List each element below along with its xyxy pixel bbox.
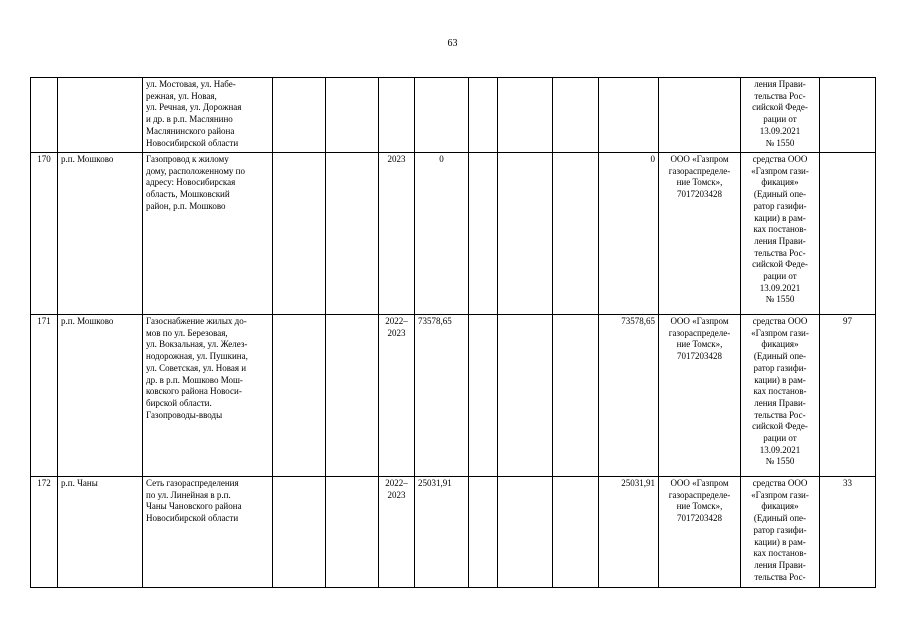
object-description-cell: Сеть газораспределения по ул. Линейная в р.п. Чаны Чановского района Новосибирской области: [143, 477, 273, 588]
row-number: 172: [31, 477, 58, 588]
total-cost-cell: 0: [415, 153, 469, 315]
years-cell: [379, 78, 415, 153]
empty-cell: [469, 153, 498, 315]
table-row: [31, 78, 876, 153]
amount-cell: [599, 78, 659, 153]
years-cell: 2023: [379, 153, 415, 315]
company-cell: [659, 78, 741, 153]
row-number: 170: [31, 153, 58, 315]
empty-cell: [498, 315, 553, 477]
empty-cell: [469, 477, 498, 588]
table-row: [31, 153, 876, 315]
row-number: 171: [31, 315, 58, 477]
total-cost-cell: 25031,91: [415, 477, 469, 588]
object-description-cell: Газопровод к жилому дому, расположенному по адресу: Новосибирская область, Мошковский район, р.п. Мошково: [143, 153, 273, 315]
funding-source-cell: средства ООО «Газпром гази- фикация» (Единый опе- ратор газифи- кации) в рам- ках постанов- ления Прави- тельства Рос- сийской Феде- рации от 13.09.2021 № 1550: [741, 153, 820, 315]
empty-cell: [326, 153, 379, 315]
funding-source-cell: средства ООО «Газпром гази- фикация» (Единый опе- ратор газифи- кации) в рам- ках постанов- ления Прави- тельства Рос- сийской Феде- рации от 13.09.2021 № 1550: [741, 315, 820, 477]
locality-cell: [58, 78, 143, 153]
total-cost-cell: [415, 78, 469, 153]
empty-cell: [553, 477, 599, 588]
empty-cell: [553, 153, 599, 315]
empty-cell: [273, 477, 326, 588]
empty-cell: [273, 78, 326, 153]
amount-cell: 73578,65: [599, 315, 659, 477]
row-number: [31, 78, 58, 153]
years-cell: 2022– 2023: [379, 315, 415, 477]
empty-cell: [469, 78, 498, 153]
locality-cell: р.п. Мошково: [58, 153, 143, 315]
empty-cell: [498, 78, 553, 153]
empty-cell: [273, 153, 326, 315]
last-value-cell: [820, 153, 876, 315]
amount-cell: 0: [599, 153, 659, 315]
funding-source-cell: средства ООО «Газпром гази- фикация» (Единый опе- ратор газифи- кации) в рам- ках постанов- ления Прави- тельства Рос-: [741, 477, 820, 588]
gasification-register-table: [30, 77, 876, 588]
object-description-cell: Газоснабжение жилых до- мов по ул. Березовая, ул. Вокзальная, ул. Желез- нодорожная, ул. Пушкина, ул. Советская, ул. Новая и др. в р.п. Мошково Мош- ковского района Новоси- бирской области. Газопроводы-вводы: [143, 315, 273, 477]
funding-source-cell: ления Прави- тельства Рос- сийской Феде- рации от 13.09.2021 № 1550: [741, 78, 820, 153]
empty-cell: [273, 315, 326, 477]
empty-cell: [553, 315, 599, 477]
amount-cell: 25031,91: [599, 477, 659, 588]
empty-cell: [326, 477, 379, 588]
empty-cell: [498, 153, 553, 315]
empty-cell: [553, 78, 599, 153]
table-row: [31, 477, 876, 588]
company-cell: ООО «Газпром газораспределе- ние Томск», 7017203428: [659, 477, 741, 588]
last-value-cell: 33: [820, 477, 876, 588]
years-cell: 2022– 2023: [379, 477, 415, 588]
empty-cell: [469, 315, 498, 477]
company-cell: ООО «Газпром газораспределе- ние Томск», 7017203428: [659, 153, 741, 315]
page-number: 63: [447, 38, 458, 49]
total-cost-cell: 73578,65: [415, 315, 469, 477]
empty-cell: [326, 315, 379, 477]
company-cell: ООО «Газпром газораспределе- ние Томск», 7017203428: [659, 315, 741, 477]
last-value-cell: [820, 78, 876, 153]
locality-cell: р.п. Мошково: [58, 315, 143, 477]
empty-cell: [326, 78, 379, 153]
last-value-cell: 97: [820, 315, 876, 477]
empty-cell: [498, 477, 553, 588]
object-description-cell: ул. Мостовая, ул. Набе- режная, ул. Новая, ул. Речная, ул. Дорожная и др. в р.п. Маслянино Маслянинского района Новосибирской области: [143, 78, 273, 153]
table-row: [31, 315, 876, 477]
locality-cell: р.п. Чаны: [58, 477, 143, 588]
